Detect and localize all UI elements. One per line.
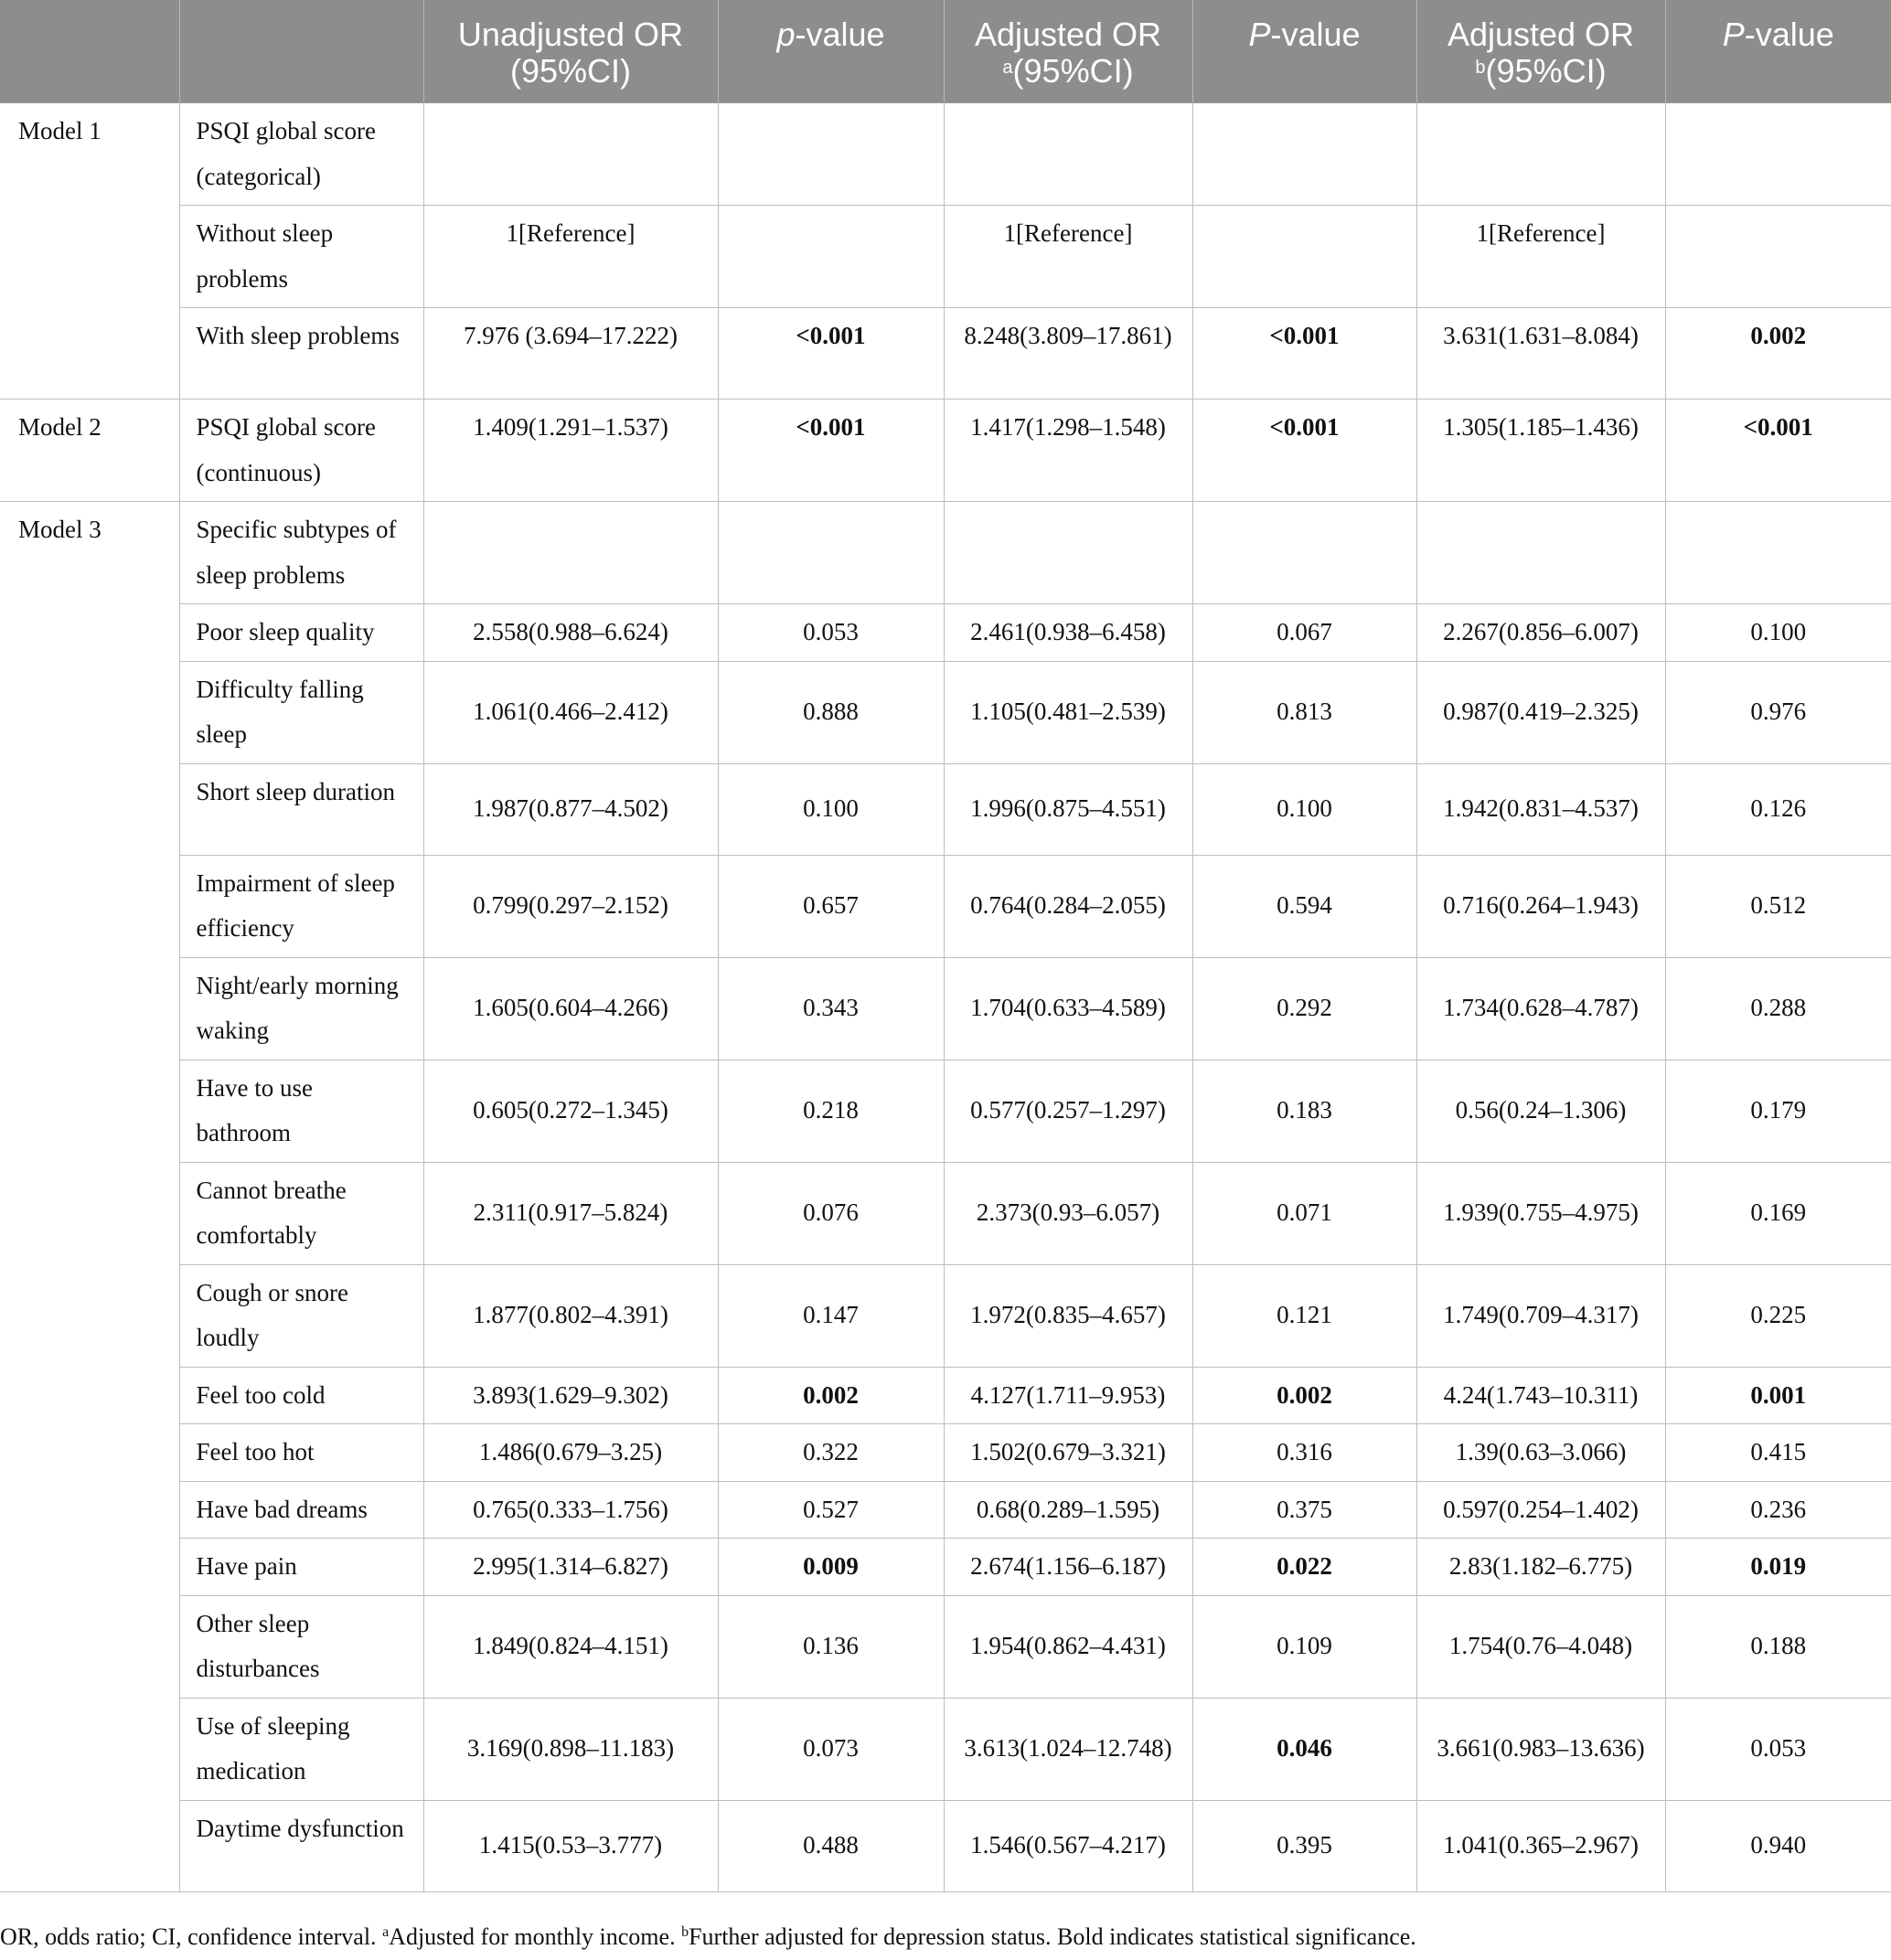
table-footnote xyxy=(0,1923,1416,1951)
header-p1-italic: p xyxy=(776,16,796,53)
table-row xyxy=(0,1264,1891,1367)
table-row xyxy=(0,103,1891,206)
header-adj-b-sup: b xyxy=(1475,58,1486,78)
row-label: PSQI global score (categorical) xyxy=(179,103,423,206)
or-adjusted-a: 1.502(0.679–3.321) xyxy=(944,1424,1192,1482)
header-p-value-3 xyxy=(1665,0,1891,103)
p-value-adjusted-b: 0.225 xyxy=(1665,1264,1891,1367)
or-unadjusted: 0.605(0.272–1.345) xyxy=(423,1060,718,1162)
p-value-unadjusted: 0.009 xyxy=(718,1539,944,1596)
or-adjusted-b: 1.041(0.365–2.967) xyxy=(1416,1800,1665,1891)
or-adjusted-b: 1.754(0.76–4.048) xyxy=(1416,1595,1665,1698)
or-adjusted-a: 0.764(0.284–2.055) xyxy=(944,855,1192,957)
or-adjusted-b: 3.661(0.983–13.636) xyxy=(1416,1698,1665,1800)
table-row xyxy=(0,604,1891,662)
table-row xyxy=(0,1424,1891,1482)
header-p3-italic: P xyxy=(1722,16,1745,53)
p-value-adjusted-b: 0.179 xyxy=(1665,1060,1891,1162)
header-variable xyxy=(179,0,423,103)
p-value-unadjusted: 0.322 xyxy=(718,1424,944,1482)
p-value-unadjusted: 0.147 xyxy=(718,1264,944,1367)
p-value-adjusted-a: <0.001 xyxy=(1192,399,1416,502)
p-value-unadjusted: <0.001 xyxy=(718,308,944,399)
or-unadjusted: 1.061(0.466–2.412) xyxy=(423,661,718,763)
footnote-sup-a: a xyxy=(382,1924,390,1940)
header-adj-a-line1: Adjusted OR xyxy=(974,16,1162,53)
or-adjusted-b: 1[Reference] xyxy=(1416,206,1665,308)
header-p2-italic: P xyxy=(1248,16,1271,53)
header-adj-b-line1: Adjusted OR xyxy=(1447,16,1635,53)
row-label: Daytime dysfunction xyxy=(179,1800,423,1891)
p-value-unadjusted: 0.527 xyxy=(718,1481,944,1539)
or-adjusted-b: 1.305(1.185–1.436) xyxy=(1416,399,1665,502)
or-adjusted-b xyxy=(1416,502,1665,604)
p-value-adjusted-b: 0.053 xyxy=(1665,1698,1891,1800)
p-value-adjusted-b: 0.001 xyxy=(1665,1367,1891,1424)
p-value-adjusted-a: 0.813 xyxy=(1192,661,1416,763)
header-unadjusted-or: Unadjusted OR (95%CI) xyxy=(423,0,718,103)
header-adjusted-or-b xyxy=(1416,0,1665,103)
header-adj-a-sup: a xyxy=(1002,58,1013,78)
p-value-adjusted-a: 0.395 xyxy=(1192,1800,1416,1891)
or-unadjusted: 1.486(0.679–3.25) xyxy=(423,1424,718,1482)
or-adjusted-a: 1.972(0.835–4.657) xyxy=(944,1264,1192,1367)
or-adjusted-b xyxy=(1416,103,1665,206)
table-row xyxy=(0,1595,1891,1698)
or-unadjusted: 0.799(0.297–2.152) xyxy=(423,855,718,957)
row-label: Have bad dreams xyxy=(179,1481,423,1539)
or-adjusted-b: 1.39(0.63–3.066) xyxy=(1416,1424,1665,1482)
p-value-adjusted-a: 0.292 xyxy=(1192,957,1416,1060)
row-label: Cough or snore loudly xyxy=(179,1264,423,1367)
p-value-unadjusted: 0.002 xyxy=(718,1367,944,1424)
table-row xyxy=(0,1367,1891,1424)
p-value-adjusted-a: 0.071 xyxy=(1192,1162,1416,1264)
or-adjusted-a: 1.996(0.875–4.551) xyxy=(944,763,1192,855)
p-value-unadjusted: 0.888 xyxy=(718,661,944,763)
p-value-unadjusted: 0.100 xyxy=(718,763,944,855)
table-row xyxy=(0,502,1891,604)
header-adj-a-line2: (95%CI) xyxy=(1012,52,1134,90)
row-label: Night/early morning waking xyxy=(179,957,423,1060)
or-adjusted-a: 1.546(0.567–4.217) xyxy=(944,1800,1192,1891)
p-value-adjusted-a: <0.001 xyxy=(1192,308,1416,399)
header-p3-rest: -value xyxy=(1744,16,1834,53)
or-adjusted-a: 1.105(0.481–2.539) xyxy=(944,661,1192,763)
table-row xyxy=(0,763,1891,855)
table-row xyxy=(0,206,1891,308)
p-value-adjusted-a: 0.002 xyxy=(1192,1367,1416,1424)
table-row xyxy=(0,308,1891,399)
model-label: Model 3 xyxy=(0,502,179,1892)
or-adjusted-b: 1.939(0.755–4.975) xyxy=(1416,1162,1665,1264)
p-value-adjusted-a: 0.594 xyxy=(1192,855,1416,957)
p-value-adjusted-b: 0.512 xyxy=(1665,855,1891,957)
p-value-adjusted-a xyxy=(1192,502,1416,604)
or-unadjusted: 3.169(0.898–11.183) xyxy=(423,1698,718,1800)
p-value-adjusted-a: 0.121 xyxy=(1192,1264,1416,1367)
table-row xyxy=(0,1539,1891,1596)
footnote-part3: Further adjusted for depression status. Bold indicates statistical significance. xyxy=(689,1923,1416,1950)
or-adjusted-a: 2.461(0.938–6.458) xyxy=(944,604,1192,662)
footnote-sup-b: b xyxy=(681,1924,689,1940)
or-unadjusted: 2.558(0.988–6.624) xyxy=(423,604,718,662)
or-unadjusted: 0.765(0.333–1.756) xyxy=(423,1481,718,1539)
p-value-unadjusted: 0.657 xyxy=(718,855,944,957)
p-value-adjusted-a xyxy=(1192,206,1416,308)
or-adjusted-a: 2.674(1.156–6.187) xyxy=(944,1539,1192,1596)
row-label: Difficulty falling sleep xyxy=(179,661,423,763)
row-label: Without sleep problems xyxy=(179,206,423,308)
or-unadjusted: 1[Reference] xyxy=(423,206,718,308)
or-adjusted-b: 1.734(0.628–4.787) xyxy=(1416,957,1665,1060)
p-value-adjusted-b xyxy=(1665,502,1891,604)
or-adjusted-b: 3.631(1.631–8.084) xyxy=(1416,308,1665,399)
header-model xyxy=(0,0,179,103)
row-label: Other sleep disturbances xyxy=(179,1595,423,1698)
row-label: With sleep problems xyxy=(179,308,423,399)
header-p-value-2 xyxy=(1192,0,1416,103)
table-row xyxy=(0,1060,1891,1162)
p-value-adjusted-b: 0.288 xyxy=(1665,957,1891,1060)
header-p1-rest: -value xyxy=(795,16,885,53)
or-unadjusted: 2.995(1.314–6.827) xyxy=(423,1539,718,1596)
header-adj-b-line2: (95%CI) xyxy=(1485,52,1607,90)
or-adjusted-b: 0.716(0.264–1.943) xyxy=(1416,855,1665,957)
or-adjusted-b: 0.597(0.254–1.402) xyxy=(1416,1481,1665,1539)
p-value-adjusted-a: 0.100 xyxy=(1192,763,1416,855)
p-value-adjusted-b: 0.100 xyxy=(1665,604,1891,662)
p-value-unadjusted: 0.218 xyxy=(718,1060,944,1162)
p-value-adjusted-a: 0.375 xyxy=(1192,1481,1416,1539)
p-value-adjusted-b: <0.001 xyxy=(1665,399,1891,502)
or-unadjusted xyxy=(423,502,718,604)
or-adjusted-b: 0.987(0.419–2.325) xyxy=(1416,661,1665,763)
or-unadjusted: 2.311(0.917–5.824) xyxy=(423,1162,718,1264)
row-label: Cannot breathe comfortably xyxy=(179,1162,423,1264)
p-value-adjusted-b: 0.188 xyxy=(1665,1595,1891,1698)
or-unadjusted: 1.415(0.53–3.777) xyxy=(423,1800,718,1891)
header-adjusted-or-a xyxy=(944,0,1192,103)
p-value-adjusted-a: 0.316 xyxy=(1192,1424,1416,1482)
or-unadjusted: 3.893(1.629–9.302) xyxy=(423,1367,718,1424)
p-value-unadjusted: 0.076 xyxy=(718,1162,944,1264)
p-value-adjusted-b xyxy=(1665,103,1891,206)
table-row xyxy=(0,957,1891,1060)
or-adjusted-a: 1.417(1.298–1.548) xyxy=(944,399,1192,502)
table-row xyxy=(0,1481,1891,1539)
p-value-adjusted-b: 0.169 xyxy=(1665,1162,1891,1264)
row-label: Poor sleep quality xyxy=(179,604,423,662)
p-value-unadjusted: 0.343 xyxy=(718,957,944,1060)
p-value-unadjusted: 0.053 xyxy=(718,604,944,662)
table-row xyxy=(0,661,1891,763)
or-adjusted-b: 4.24(1.743–10.311) xyxy=(1416,1367,1665,1424)
p-value-unadjusted: 0.488 xyxy=(718,1800,944,1891)
or-adjusted-a xyxy=(944,502,1192,604)
table-row xyxy=(0,1800,1891,1891)
p-value-unadjusted xyxy=(718,206,944,308)
or-adjusted-a: 0.577(0.257–1.297) xyxy=(944,1060,1192,1162)
p-value-adjusted-a: 0.067 xyxy=(1192,604,1416,662)
p-value-unadjusted xyxy=(718,502,944,604)
or-unadjusted: 1.605(0.604–4.266) xyxy=(423,957,718,1060)
p-value-adjusted-a: 0.046 xyxy=(1192,1698,1416,1800)
row-label: Specific subtypes of sleep problems xyxy=(179,502,423,604)
footnote-part1: OR, odds ratio; CI, confidence interval. xyxy=(0,1923,383,1950)
p-value-adjusted-b: 0.940 xyxy=(1665,1800,1891,1891)
or-adjusted-a: 2.373(0.93–6.057) xyxy=(944,1162,1192,1264)
model-label: Model 1 xyxy=(0,103,179,399)
or-adjusted-a: 1.704(0.633–4.589) xyxy=(944,957,1192,1060)
row-label: Use of sleeping medication xyxy=(179,1698,423,1800)
row-label: Impairment of sleep efficiency xyxy=(179,855,423,957)
header-p-value-1 xyxy=(718,0,944,103)
p-value-adjusted-b: 0.019 xyxy=(1665,1539,1891,1596)
or-adjusted-b: 1.942(0.831–4.537) xyxy=(1416,763,1665,855)
or-unadjusted: 7.976 (3.694–17.222) xyxy=(423,308,718,399)
table-row xyxy=(0,1162,1891,1264)
row-label: Have pain xyxy=(179,1539,423,1596)
or-unadjusted: 1.409(1.291–1.537) xyxy=(423,399,718,502)
or-unadjusted: 1.849(0.824–4.151) xyxy=(423,1595,718,1698)
p-value-adjusted-a xyxy=(1192,103,1416,206)
or-adjusted-b: 2.267(0.856–6.007) xyxy=(1416,604,1665,662)
p-value-adjusted-b: 0.236 xyxy=(1665,1481,1891,1539)
or-adjusted-a: 4.127(1.711–9.953) xyxy=(944,1367,1192,1424)
row-label: Feel too cold xyxy=(179,1367,423,1424)
p-value-adjusted-a: 0.109 xyxy=(1192,1595,1416,1698)
table-row xyxy=(0,399,1891,502)
or-adjusted-a xyxy=(944,103,1192,206)
or-unadjusted: 1.987(0.877–4.502) xyxy=(423,763,718,855)
model-label: Model 2 xyxy=(0,399,179,502)
row-label: Have to use bathroom xyxy=(179,1060,423,1162)
p-value-adjusted-b: 0.976 xyxy=(1665,661,1891,763)
p-value-unadjusted xyxy=(718,103,944,206)
or-adjusted-b: 2.83(1.182–6.775) xyxy=(1416,1539,1665,1596)
p-value-adjusted-a: 0.183 xyxy=(1192,1060,1416,1162)
header-p2-rest: -value xyxy=(1270,16,1361,53)
or-adjusted-b: 0.56(0.24–1.306) xyxy=(1416,1060,1665,1162)
p-value-adjusted-a: 0.022 xyxy=(1192,1539,1416,1596)
or-unadjusted: 1.877(0.802–4.391) xyxy=(423,1264,718,1367)
p-value-unadjusted: <0.001 xyxy=(718,399,944,502)
or-adjusted-a: 8.248(3.809–17.861) xyxy=(944,308,1192,399)
table-row xyxy=(0,855,1891,957)
footnote-part2: Adjusted for monthly income. xyxy=(389,1923,682,1950)
p-value-adjusted-b: 0.126 xyxy=(1665,763,1891,855)
p-value-unadjusted: 0.073 xyxy=(718,1698,944,1800)
or-adjusted-a: 1[Reference] xyxy=(944,206,1192,308)
p-value-adjusted-b: 0.002 xyxy=(1665,308,1891,399)
or-adjusted-a: 0.68(0.289–1.595) xyxy=(944,1481,1192,1539)
p-value-adjusted-b xyxy=(1665,206,1891,308)
row-label: PSQI global score (continuous) xyxy=(179,399,423,502)
row-label: Short sleep duration xyxy=(179,763,423,855)
p-value-adjusted-b: 0.415 xyxy=(1665,1424,1891,1482)
header-row xyxy=(0,0,1891,103)
or-adjusted-a: 3.613(1.024–12.748) xyxy=(944,1698,1192,1800)
or-unadjusted xyxy=(423,103,718,206)
table-row xyxy=(0,1698,1891,1800)
or-adjusted-b: 1.749(0.709–4.317) xyxy=(1416,1264,1665,1367)
or-adjusted-a: 1.954(0.862–4.431) xyxy=(944,1595,1192,1698)
row-label: Feel too hot xyxy=(179,1424,423,1482)
p-value-unadjusted: 0.136 xyxy=(718,1595,944,1698)
